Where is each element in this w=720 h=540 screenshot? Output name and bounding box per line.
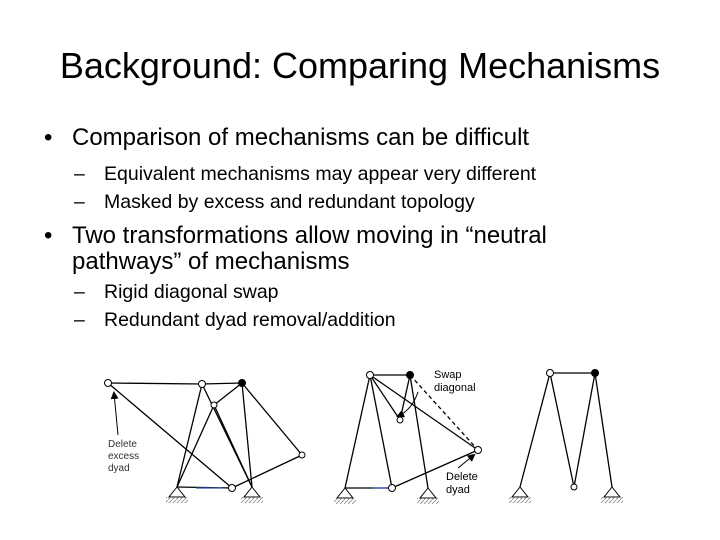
left-grounds	[166, 487, 263, 503]
right-joints	[547, 370, 599, 491]
bullet-dot: •	[44, 124, 53, 151]
sub-dash: –	[74, 163, 85, 185]
middle-annotation-bottom-1: Delete	[446, 471, 478, 483]
slide-title: Background: Comparing Mechanisms	[59, 45, 661, 86]
left-annotation-line-3: dyad	[108, 463, 130, 474]
bullet-dot: •	[44, 222, 53, 249]
sub-dash: –	[74, 191, 85, 213]
right-grounds	[509, 487, 623, 503]
bullet-2-text-line2: pathways” of mechanisms	[72, 248, 350, 275]
middle-annotation-top-1: Swap	[434, 369, 462, 381]
right-mechanism	[520, 373, 612, 487]
bullet-1-sub-1: Equivalent mechanisms may appear very different	[104, 163, 537, 185]
bullet-2-sub-2: Redundant dyad removal/addition	[104, 309, 396, 331]
middle-grounds	[334, 488, 439, 504]
sub-dash: –	[74, 309, 85, 331]
delete-dyad-arrow	[458, 455, 474, 468]
middle-annotation-bottom-2: dyad	[446, 484, 470, 496]
left-annotation-line-2: excess	[108, 451, 140, 462]
left-annotation-arrow	[114, 393, 118, 435]
bullet-1-sub-2: Masked by excess and redundant topology	[104, 191, 475, 213]
left-annotation-line-1: Delete	[108, 439, 137, 450]
bullet-1-text: Comparison of mechanisms can be difficult	[72, 124, 530, 151]
middle-annotation-top-2: diagonal	[434, 382, 476, 394]
left-mechanism	[108, 383, 302, 488]
sub-dash: –	[74, 281, 85, 303]
bullet-2-sub-1: Rigid diagonal swap	[104, 281, 279, 303]
bullet-2-text-line1: Two transformations allow moving in “neutral	[72, 222, 547, 249]
left-joints	[105, 380, 306, 492]
